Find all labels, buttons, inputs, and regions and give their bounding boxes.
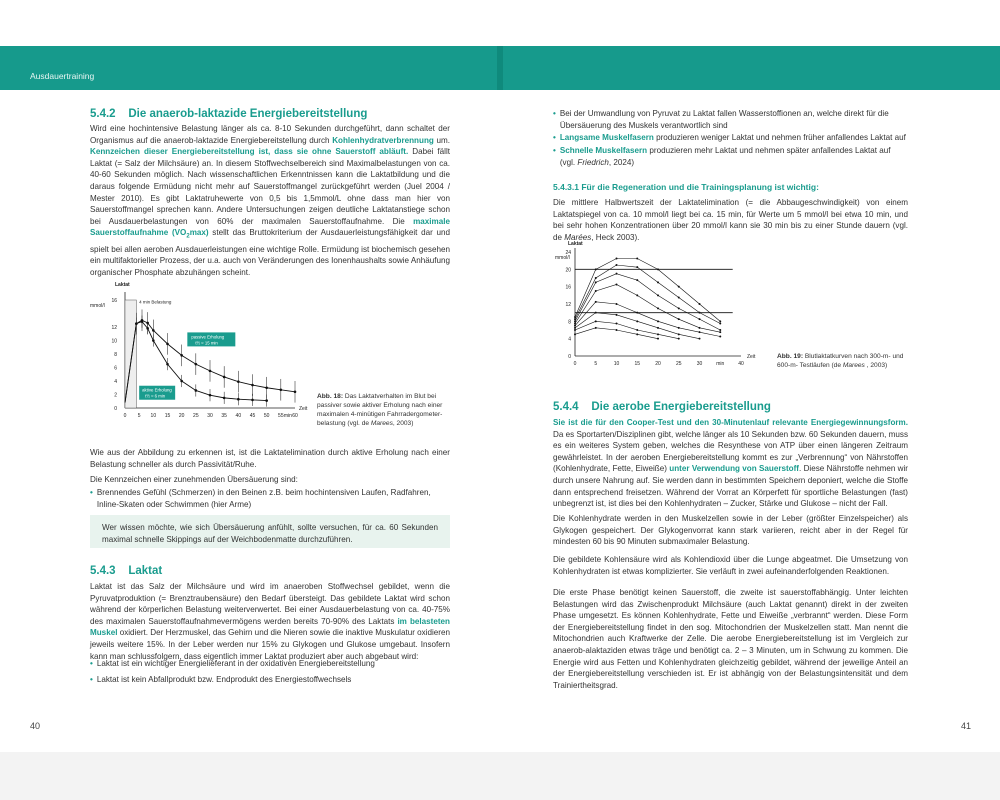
data-point <box>141 320 144 323</box>
paragraph-text: Wie aus der Abbildung zu erkennen ist, ist die Laktatelimination durch aktive Erholung nach einer Belastung schneller als durch Passivität/Ruhe. <box>90 448 450 469</box>
x-tick-label: 10 <box>150 413 157 419</box>
page-gutter <box>497 46 503 90</box>
section-5-4-4-body <box>553 417 908 510</box>
text-run: Dabei fällt Laktat (= Salz der Milchsäure) an. In diesem Stoffwechselbereich sind Maximalbelastungen von ca. 40-60 Sekunden möglich. Nach wissenschaftlichen Erkenntnissen kann die Laktatbildung und die daraus folgende Ermüdung nicht mehr auf Sauerstoffmangel zurückgeführt werden (Juel 2004 / Mester 2010). Es gibt Laktatruhewerte von 0,5 bis 1,5mmol/L ohne dass man hier von Sauerstoffmangel sprechen kann. Andere Untersuchungen zeigen deutliche Laktatanstiege schon bei Ausdauerbelastungen von 60% der maximalen Sauerstoffaufnahme. Die <box>90 147 450 226</box>
data-point <box>135 322 138 325</box>
data-point <box>657 268 659 270</box>
data-point <box>678 338 680 340</box>
x-tick-label: 15 <box>634 361 641 367</box>
data-point <box>237 380 240 383</box>
data-point <box>180 380 183 383</box>
x-tick-label: min <box>283 413 292 419</box>
data-point <box>699 327 701 329</box>
data-point <box>719 329 721 331</box>
y-tick-label: 0 <box>568 354 571 360</box>
bullet-item <box>553 145 908 168</box>
data-point <box>636 320 638 322</box>
caption-author: Marees <box>370 420 393 427</box>
data-point <box>657 320 659 322</box>
data-point <box>237 398 240 401</box>
bullet-item <box>90 487 450 510</box>
data-point <box>657 327 659 329</box>
text-run: Laktat ist das Salz der Milchsäure und wird im anaeroben Stoffwechsel gebildet, wenn die Pyruvatproduktion (= Brenztraubensäure) den Bedarf übersteigt. Das gebildete Laktat wird schon während der körperlichen Belastung weiterverwertet. Bei einer Ausdauerbelastung von ca. 40-75% des maximalen Sauerstoffaufnahmevermögens werden bereits 70-90% des Laktats <box>90 582 450 626</box>
figure-18-plot <box>90 282 308 419</box>
section-5-4-3-body <box>90 581 450 662</box>
bullet-icon: • <box>90 659 93 668</box>
data-point <box>595 268 597 270</box>
bullet-icon: • <box>90 675 93 684</box>
x-tick-label: 5 <box>137 413 141 419</box>
y-tick-label: 4 <box>114 379 117 385</box>
data-point <box>574 327 576 329</box>
bullet-text: produzieren mehr Laktat und nehmen später anfallendes Laktat auf (vgl. <box>559 146 891 167</box>
y-tick-label: 16 <box>111 298 117 304</box>
data-point <box>574 333 576 335</box>
data-point <box>166 343 169 346</box>
bullet-author: Friedrich <box>577 157 609 167</box>
data-point <box>152 329 155 332</box>
data-point <box>251 384 254 387</box>
data-point <box>657 338 659 340</box>
data-point <box>223 376 226 379</box>
subsection-heading <box>553 182 908 192</box>
paragraph <box>553 197 908 243</box>
text-run: um. <box>433 135 450 145</box>
data-point <box>146 327 149 330</box>
running-title: Ausdauertraining <box>30 71 95 81</box>
data-point <box>265 399 268 402</box>
section-title: Laktat <box>128 565 163 577</box>
x-tick-label: 30 <box>696 361 703 367</box>
data-point <box>251 399 254 402</box>
bullet-icon: • <box>90 488 93 497</box>
text-run: stellt das Bruttokriterium der Ausdauerleistungsfähigkeit dar und spielt bei allen aeroben Ausdauerleistungen eine wichtige Rolle. Ermüdung ist biochemisch gesehen ein multifaktorieller Prozess, der u.a. auch von Veränderungen des Ionenhaushalts sowie Anhäufung organischer Phosphate abzuhängen scheint. <box>90 228 450 277</box>
x-tick-label: 0 <box>123 413 127 419</box>
data-point <box>265 386 268 389</box>
data-point <box>180 354 183 357</box>
data-point <box>678 327 680 329</box>
section-5-4-2-heading <box>90 108 450 120</box>
paragraph-text: Die Kennzeichen einer zunehmenden Übersäuerung sind: <box>90 475 298 484</box>
top-margin <box>0 0 1000 46</box>
figure-18-chart <box>90 280 310 430</box>
data-point <box>209 394 212 397</box>
note-text: Wer wissen möchte, wie sich Übersäuerung anfühlt, sollte versuchen, für ca. 60 Sekunden maximal schnelle Skippings auf der Weichbodenmatte durchzuführen. <box>102 523 438 544</box>
page-number-right: 41 <box>961 721 972 731</box>
y-axis-unit: mmol/l <box>555 255 570 261</box>
y-axis-label: Laktat <box>568 241 583 247</box>
data-point <box>616 314 618 316</box>
text-run: Die mittlere Halbwertszeit der Laktatelimination (= die Abbaugeschwindigkeit) von einem Laktatspiegel von ca. 10 mmol/l liegt bei ca. 15 min, für Werte um 5 mmol/l bei etwa 10 min, und bei sehr hohen Konzentrationen über 20 mmol/l kann sie 30 min bis zu einer Stunde dauern (vgl. de <box>553 198 908 242</box>
data-point <box>719 323 721 325</box>
y-tick-label: 8 <box>568 319 571 326</box>
section-title: Die aerobe Energiebereitstellung <box>591 401 771 413</box>
section-5-4-3-heading <box>90 565 450 577</box>
highlight-text: Langsame Muskelfasern <box>559 133 654 142</box>
data-point <box>678 307 680 309</box>
highlight-text: maximale Sauerstoffaufnahme (VO <box>90 216 450 238</box>
data-point <box>678 333 680 335</box>
data-point <box>699 312 701 314</box>
highlight-text: max) <box>189 228 209 238</box>
data-point <box>657 281 659 283</box>
highlight-text: 2 <box>186 233 190 240</box>
highlight-text: im belasteten Muskel <box>90 616 450 638</box>
x-tick-label: 55 <box>278 413 284 419</box>
x-tick-label: 25 <box>193 413 199 419</box>
annotation-label: 4 min Belastung <box>139 299 172 305</box>
data-point <box>657 294 659 296</box>
data-point <box>636 294 638 296</box>
y-tick-label: 0 <box>114 406 117 412</box>
data-point <box>195 389 198 392</box>
data-point <box>616 284 618 286</box>
y-tick-label: 24 <box>565 250 571 256</box>
highlight-text: unter Verwendung von Sauerstoff <box>669 464 800 474</box>
data-point <box>595 327 597 329</box>
note-box <box>90 515 450 548</box>
bottom-margin <box>0 752 1000 800</box>
text-run: . Diese Nährstoffe nehmen wir durch unsere Nahrung auf. Sie werden dann in bestimmten Speichern deponiert, welche die Stoffe dann entsprechend freisetzen. Während der Vorrat an Körperfett für sportliche Belastungen (fast) unbegrenzt ist, ist dies bei den Kohlenhydraten – Zucker, Stärke und Glukose – nicht der Fall. <box>553 464 909 509</box>
y-axis-label: Laktat <box>115 282 130 288</box>
caption-text: , 2003) <box>864 362 888 369</box>
data-point <box>152 339 155 342</box>
data-point <box>699 338 701 340</box>
text-run: Da es Sportarten/Disziplinen gibt, welche länger als 10 Sekunden bzw. 60 Sekunden dauern, muss es ein weiteres System geben, welches die Resynthese von ATP über einen längeren Zeitraum gewährleistet. In der aeroben Energiebereitstellung kommt es zur „Verbrennung“ von Nährstoffen (Kohlenhydrate, Fette, Eiweiße) <box>553 429 908 474</box>
x-tick-label: 35 <box>221 413 227 419</box>
y-tick-label: 8 <box>114 352 117 358</box>
data-point <box>636 312 638 314</box>
section-number: 5.4.2 <box>90 108 116 120</box>
data-point <box>616 323 618 325</box>
x-tick-label: 25 <box>675 361 682 367</box>
data-point <box>223 397 226 400</box>
caption-author: Marees <box>842 362 865 369</box>
bullet-icon: • <box>553 146 556 155</box>
data-point <box>699 331 701 333</box>
series-line <box>575 285 720 333</box>
highlight-text: Schnelle Muskelfasern <box>559 146 648 155</box>
data-point <box>616 258 618 260</box>
paragraph-text: Die erste Phase benötigt keinen Sauerstoff, die zweite ist sauerstoffabhängig. Unter leichten Belastungen wird das Zwischenprodukt Milchsäure (auch Laktat genannt) direkt in der zweiten Phase umgesetzt. Es können Kohlenhydrate, Fette und Eiweiße „verbrannt“ werden. Diese Form der Energiebereitstellung findet in den sog. Mitochondrien der Muskelzellen statt. Man nennt die Mitochondrien auch Kraftwerke der Zelle. Die aerobe Energiebereitstellung ist im Vergleich zur anaerob-alaktaziden etwas träge und benötigt ca. 2 – 3 Minuten, um in Schwung zu kommen. Die Energie wird aus Fetten und Kohlenhydraten gleichzeitig gebildet, während der jeweilige Anteil an der Energiebereitstellung verschieden ist. Er ist abhängig von der Belastungsintensität und dem Trainiertheitsgrad. <box>553 588 908 690</box>
data-point <box>595 290 597 292</box>
data-point <box>616 273 618 275</box>
paragraph <box>553 554 908 577</box>
bullet-text: Laktat ist kein Abfallprodukt bzw. Endprodukt des Energiestoffwechsels <box>96 675 352 684</box>
data-point <box>595 320 597 322</box>
bullet-text: Laktat ist ein wichtiger Energielieferant in der oxidativen Energiebereitstellung <box>96 659 375 668</box>
data-point <box>719 331 721 333</box>
text-run: Wird eine hochintensive Belastung länger als ca. 8-10 Sekunden durchgeführt, dann schaltet der Organismus auf die anaerob-laktazide Energiebereitstellung durch <box>90 124 450 145</box>
figure-18-caption <box>317 392 447 428</box>
data-point <box>280 388 283 391</box>
data-point <box>719 320 721 322</box>
bullet-text: Brennendes Gefühl (Schmerzen) in den Beinen z.B. beim hochintensiven Laufen, Radfahren, Inline-Skaten oder Schwimmen (hier Arme) <box>96 488 431 509</box>
y-tick-label: 4 <box>568 336 571 343</box>
text-run: oxidiert. Der Herzmuskel, das Gehirn und die Nieren sowie die inaktive Muskulatur oxidieren jeweils weitere 15%. In der Leber werden nur 15% zu Glykogen und Glukose umgebaut. Insofern kann man schlussfolgern, dass eigentlich immer Laktat produziert aber auch abgebaut wird: <box>90 628 450 661</box>
data-point <box>657 333 659 335</box>
caption-label: Abb. 18: <box>317 393 344 400</box>
x-tick-label: 45 <box>249 413 256 419</box>
subsection-title: 5.4.3.1 Für die Regeneration und die Trainingsplanung ist wichtig: <box>553 182 819 192</box>
x-tick-label: 40 <box>738 361 744 367</box>
x-tick-label: 30 <box>207 413 213 419</box>
bullet-icon: • <box>553 109 556 118</box>
data-point <box>574 325 576 327</box>
section-number: 5.4.3 <box>90 565 116 577</box>
data-point <box>616 329 618 331</box>
paragraph-text: Die gebildete Kohlensäure wird als Kohlendioxid über die Lunge abgeatmet. Die Umsetzung von Kohlenhydraten ist etwas komplizierter. Sie verläuft in zwei aufeinanderfolgenden Reaktionen. <box>553 555 908 576</box>
data-point <box>209 370 212 373</box>
highlight-text: Sie ist die für den Cooper-Test und den 30-Minutenlauf relevante Energiegewinnungsform. <box>553 418 908 427</box>
highlight-text: Kennzeichen dieser Energiebereitstellung ist, dass sie ohne Sauerstoff abläuft. <box>90 147 409 157</box>
x-axis-label: Zeit <box>299 406 308 412</box>
data-point <box>699 303 701 305</box>
bullet-text: , 2024) <box>608 157 635 167</box>
data-point <box>678 318 680 320</box>
series-line <box>575 302 720 337</box>
figure-19-plot <box>555 241 756 367</box>
y-tick-label: 12 <box>111 325 117 331</box>
series-line <box>575 265 720 324</box>
x-tick-label: 60 <box>292 413 298 419</box>
data-point <box>595 301 597 303</box>
bullet-text: produzieren weniger Laktat und nehmen früher anfallendes Laktat auf <box>653 133 906 142</box>
x-tick-label: 50 <box>263 413 270 419</box>
y-tick-label: 20 <box>565 267 571 274</box>
bullet-item <box>90 658 450 670</box>
x-tick-label: min <box>716 361 725 367</box>
data-point <box>574 329 576 331</box>
highlight-text: Kohlenhydratverbrennung <box>332 135 434 145</box>
paragraph <box>90 474 450 486</box>
paragraph-text: Die Kohlenhydrate werden in den Muskelzellen sowie in der Leber (größter Einzelspeicher) als Glykogen gespeichert. Der Glykogenvorrat kann stark variieren, reicht aber in der Regel für mindesten 60 bis 90 Minuten submaximaler Belastung. <box>553 514 908 547</box>
x-tick-label: 20 <box>178 413 185 419</box>
caption-text: Das Laktatverhalten im Blut bei passiver sowie aktiver Erholung nach einer maximalen 4-minütigen Fahrradergometer-belastung (vgl. de <box>317 393 443 427</box>
bullet-item <box>553 108 908 131</box>
y-axis-unit: mmol/l <box>90 303 105 309</box>
data-point <box>574 323 576 325</box>
figure-19-caption <box>777 352 907 370</box>
series-line <box>575 321 679 338</box>
bullet-icon: • <box>553 133 556 142</box>
x-tick-label: 40 <box>235 413 242 419</box>
annotation-label: passive Erholung <box>191 334 225 340</box>
paragraph <box>90 447 450 470</box>
annotation-label: aktive Erholung <box>142 387 172 393</box>
y-tick-label: 2 <box>114 392 117 399</box>
data-point <box>616 264 618 266</box>
bullet-text: Bei der Umwandlung von Pyruvat zu Laktat fallen Wasserstoffionen an, welche direkt für die Übersäuerung des Muskels verantwortlich sind <box>559 109 889 130</box>
data-point <box>595 277 597 279</box>
paragraph <box>553 587 908 691</box>
y-tick-label: 16 <box>565 284 571 291</box>
data-point <box>636 266 638 268</box>
x-tick-label: 5 <box>594 361 598 367</box>
figure-19-chart <box>553 238 773 378</box>
y-tick-label: 12 <box>565 302 571 308</box>
data-point <box>595 281 597 283</box>
section-5-4-2-body <box>90 123 450 278</box>
section-title: Die anaerob-laktazide Energiebereitstellung <box>128 108 368 120</box>
x-axis-label: Zeit <box>747 354 756 360</box>
x-tick-label: 15 <box>164 413 171 419</box>
data-point <box>616 303 618 305</box>
caption-text: , 2003) <box>392 420 414 427</box>
data-point <box>719 336 721 338</box>
data-point <box>636 258 638 260</box>
y-tick-label: 6 <box>114 365 117 372</box>
x-tick-label: 10 <box>613 361 620 367</box>
bullet-item <box>90 674 450 686</box>
annotation-label: t½ ≈ 15 min <box>195 340 218 346</box>
page-number-left: 40 <box>30 721 41 731</box>
data-point <box>636 333 638 335</box>
section-number: 5.4.4 <box>553 401 579 413</box>
data-point <box>636 279 638 281</box>
text-author: Marées <box>564 232 592 242</box>
text-run: , Heck 2003). <box>591 232 640 242</box>
y-tick-label: 10 <box>111 338 117 345</box>
data-point <box>595 312 597 314</box>
x-tick-label: 20 <box>655 361 661 367</box>
caption-text: Blutlaktatkurven nach 300-m- und 600-m- Testläufen (de <box>777 353 904 369</box>
data-point <box>294 391 297 394</box>
data-point <box>678 286 680 288</box>
data-point <box>678 297 680 299</box>
data-point <box>195 363 198 366</box>
annotation-label: t½ ≈ 6 min <box>145 393 166 399</box>
data-point <box>636 329 638 331</box>
caption-label: Abb. 19: <box>777 353 804 360</box>
x-tick-label: 0 <box>573 361 577 367</box>
paragraph <box>553 513 908 548</box>
data-point <box>699 318 701 320</box>
data-point <box>166 363 169 366</box>
bullet-item <box>553 132 908 144</box>
data-point <box>657 307 659 309</box>
section-5-4-4-heading <box>553 401 908 413</box>
